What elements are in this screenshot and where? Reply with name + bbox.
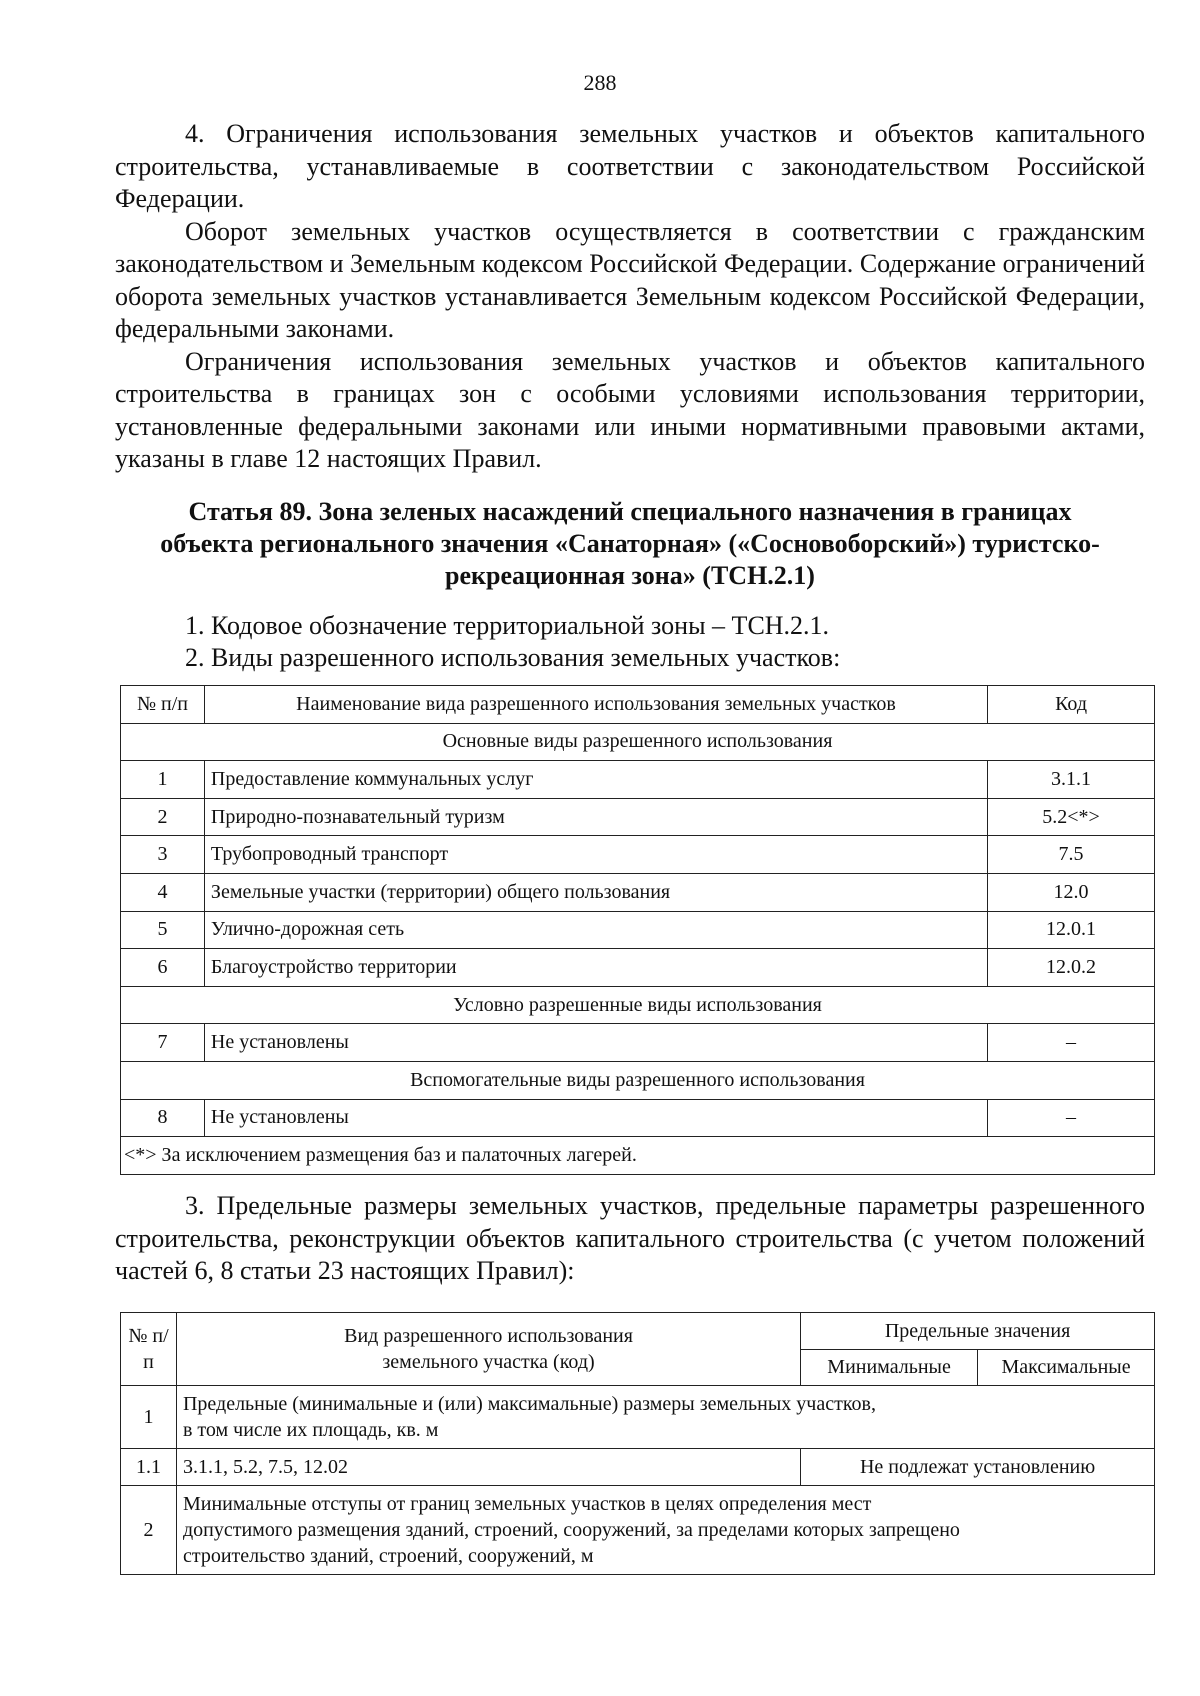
limits-table (120, 1312, 1155, 1575)
table-row (121, 1024, 1155, 1062)
section-conditional: Условно разрешенные виды использования (121, 986, 1155, 1024)
cell-text-line: в том числе их площадь, кв. м (182, 1419, 439, 1441)
cell-text-line: Предельные (минимальные и (или) максимальные) размеры земельных участков, (182, 1393, 876, 1415)
cell-num: 6 (121, 949, 205, 987)
footnote-row (121, 1137, 1155, 1175)
cell-code: – (988, 1024, 1155, 1062)
table-row (121, 798, 1155, 836)
header-type (176, 1313, 800, 1386)
cell-code: 5.2<*> (988, 798, 1155, 836)
section-main: Основные виды разрешенного использования (121, 723, 1155, 761)
numbered-list (185, 610, 1145, 674)
table-header-row (121, 686, 1155, 724)
header-code: Код (988, 686, 1155, 724)
article-title-line: Статья 89. Зона зеленых насаждений специального назначения в границах (188, 497, 1072, 526)
cell-code: 12.0.1 (988, 911, 1155, 949)
header-type-line: Вид разрешенного использования (344, 1325, 633, 1347)
table-row (121, 1486, 1155, 1575)
cell-code: 3.1.1 (988, 761, 1155, 799)
table-row (121, 1449, 1155, 1486)
cell-num: 1 (121, 761, 205, 799)
paragraph-restrictions: Ограничения использования земельных участков и объектов капитального строительства в границах зон с особыми условиями использования территории, установленные федеральными законами или иными нормативными правовыми актами, указаны в главе 12 настоящих Правил. (115, 346, 1145, 473)
cell-num: 2 (121, 798, 205, 836)
section-row (121, 1061, 1155, 1099)
permitted-uses-table (120, 685, 1155, 1175)
paragraph-item-4: 4. Ограничения использования земельных участков и объектов капитального строительства, устанавливаемые в соответствии с законодательством Российской Федерации. (115, 119, 1145, 213)
intro-paragraphs (115, 118, 1145, 476)
table-row (121, 836, 1155, 874)
cell-num: 3 (121, 836, 205, 874)
table-row (121, 1386, 1155, 1449)
article-title-line: рекреационная зона» (ТСН.2.1) (445, 561, 815, 590)
cell-num: 5 (121, 911, 205, 949)
table-row (121, 949, 1155, 987)
cell-text-line: Минимальные отступы от границ земельных участков в целях определения мест (182, 1493, 872, 1515)
table-footnote: <*> За исключением размещения баз и палаточных лагерей. (121, 1137, 1155, 1175)
cell-text-line: допустимого размещения зданий, строений, сооружений, за пределами которых запрещено (182, 1519, 960, 1541)
cell-value: Не подлежат установлению (801, 1449, 1155, 1486)
cell-name: Не установлены (204, 1099, 987, 1137)
header-limits: Предельные значения (801, 1313, 1155, 1350)
table-row (121, 1099, 1155, 1137)
cell-code: 12.0.2 (988, 949, 1155, 987)
header-min: Минимальные (801, 1349, 978, 1386)
cell-code: 12.0 (988, 873, 1155, 911)
cell-text-line: строительство зданий, строений, сооружений, м (182, 1545, 594, 1567)
header-num: № п/п (121, 686, 205, 724)
cell-codes: 3.1.1, 5.2, 7.5, 12.02 (176, 1449, 800, 1486)
cell-name: Благоустройство территории (204, 949, 987, 987)
cell-name: Земельные участки (территории) общего пользования (204, 873, 987, 911)
cell-name: Улично-дорожная сеть (204, 911, 987, 949)
section-auxiliary: Вспомогательные виды разрешенного использования (121, 1061, 1155, 1099)
cell-code: 7.5 (988, 836, 1155, 874)
cell-num: 2 (121, 1486, 177, 1575)
table-row (121, 911, 1155, 949)
cell-name: Природно-познавательный туризм (204, 798, 987, 836)
paragraph-turnover: Оборот земельных участков осуществляется в соответствии с гражданским законодательством и Земельным кодексом Российской Федерации. Содержание ограничений оборота земельных участков устанавливается Земельным кодексом Российской Федерации, федеральными законами. (115, 216, 1145, 343)
cell-name: Трубопроводный транспорт (204, 836, 987, 874)
cell-code: – (988, 1099, 1155, 1137)
cell-text (176, 1486, 1154, 1575)
page-number: 288 (583, 70, 617, 95)
cell-text (176, 1386, 1154, 1449)
header-name: Наименование вида разрешенного использования земельных участков (204, 686, 987, 724)
cell-name: Предоставление коммунальных услуг (204, 761, 987, 799)
cell-num: 1.1 (121, 1449, 177, 1486)
section-row (121, 723, 1155, 761)
cell-num: 8 (121, 1099, 205, 1137)
article-title (115, 496, 1145, 592)
cell-num: 1 (121, 1386, 177, 1449)
section-3-text (115, 1190, 1145, 1288)
header-max: Максимальные (978, 1349, 1155, 1386)
article-title-line: объекта регионального значения «Санаторная» («Сосновоборский») туристско- (160, 529, 1100, 558)
list-item: 2. Виды разрешенного использования земельных участков: (185, 643, 841, 672)
section-row (121, 986, 1155, 1024)
header-num: № п/п (121, 1313, 177, 1386)
cell-name: Не установлены (204, 1024, 987, 1062)
table-row (121, 761, 1155, 799)
cell-num: 4 (121, 873, 205, 911)
list-item: 1. Кодовое обозначение территориальной зоны – ТСН.2.1. (185, 611, 830, 640)
table-header-row (121, 1313, 1155, 1350)
paragraph-section-3: 3. Предельные размеры земельных участков, предельные параметры разрешенного строительства, реконструкции объектов капитального строительства (с учетом положений частей 6, 8 статьи 23 настоящих Правил): (115, 1191, 1145, 1285)
header-type-line: земельного участка (код) (382, 1351, 595, 1373)
cell-num: 7 (121, 1024, 205, 1062)
table-row (121, 873, 1155, 911)
